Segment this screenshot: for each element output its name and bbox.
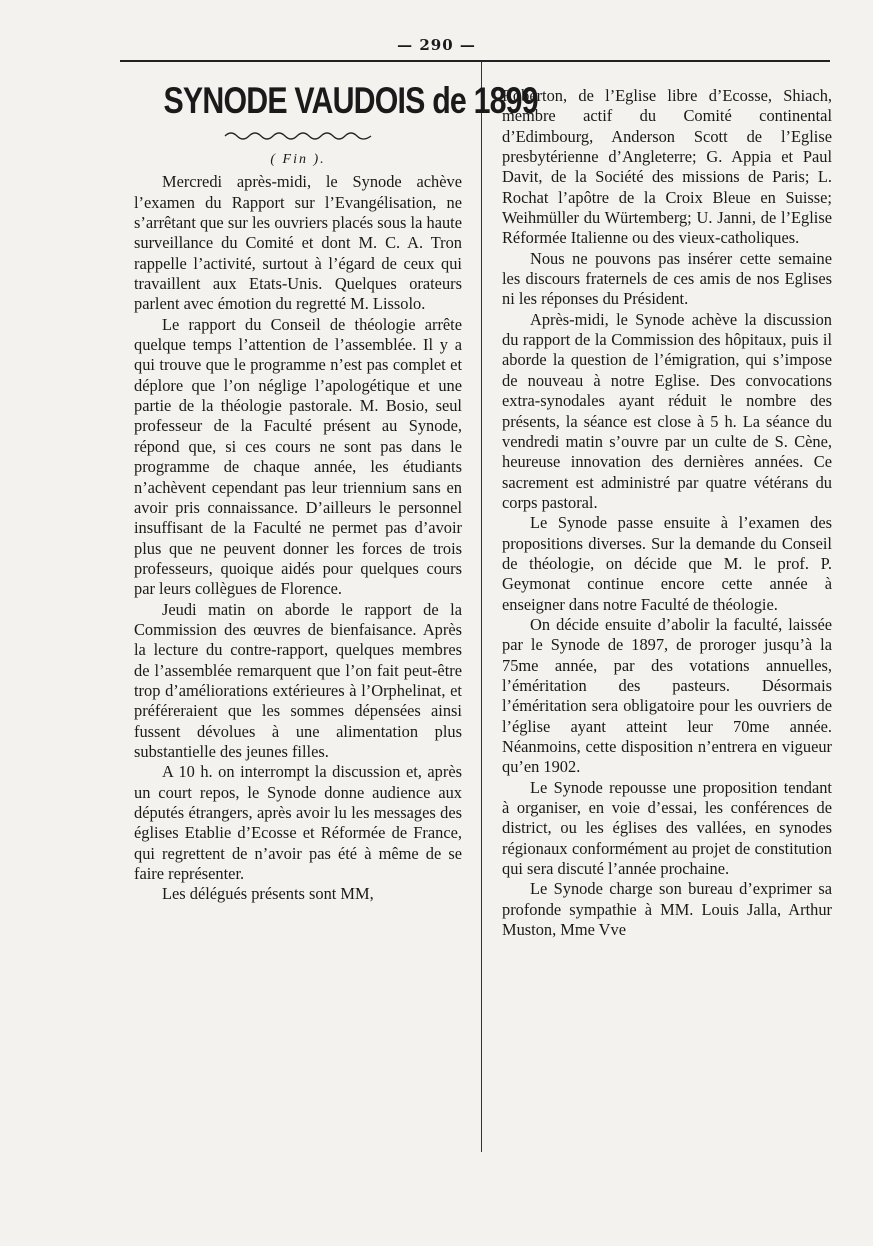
- paragraph: Mercredi après-midi, le Synode achève l’examen du Rapport sur l’Evangélisation, ne s’arrêtant que sur les ouvriers placés sous la haute surveillance du Comité et dont M. C. A. Tron rappelle l’activité, surtout à l’égard de ceux qui travaillent aux Etats-Unis. Quelques orateurs parlent avec émotion du regretté M. Lissolo.: [134, 172, 462, 314]
- paragraph: Roberton, de l’Eglise libre d’Ecosse, Shiach, membre actif du Comité continental d’Edimbourg, Anderson Scott de l’Eglise presbytérienne d’Angleterre; G. Appia et Paul Davit, de la Société des missions de Paris; L. Rochat l’apôtre de la Croix Bleue en Suisse; Weihmüller du Würtemberg; U. Janni, de l’Eglise Réformée Italienne ou des vieux-catholiques.: [502, 86, 832, 248]
- paragraph: Les délégués présents sont MM,: [162, 884, 374, 904]
- article-subtitle: ( Fin ).: [270, 152, 326, 167]
- left-column: [134, 64, 538, 905]
- page-number: — 290 —: [397, 36, 476, 54]
- paragraph: Le Synode repousse une proposition tendant à organiser, en voie d’essai, les conférences de district, ou les églises des vallées, en synodes régionaux conformément au projet de constitution qui sera discuté l’année prochaine.: [502, 777, 832, 879]
- paragraph: Jeudi matin on aborde le rapport de la Commission des œuvres de bienfaisance. Après la lecture du contre-rapport, quelques membres de l’assemblée remarquent que l’on fait peut-être trop d’améliorations extérieures à l’Orphelinat, et préféreraient que les sommes dépensées ainsi fussent dévolues à une alimentation plus substantielle des jeunes filles.: [134, 599, 462, 761]
- decorative-flourish: [223, 128, 373, 142]
- article-title: SYNODE VAUDOIS de 1899: [163, 80, 538, 121]
- paragraph: On décide ensuite d’abolir la faculté, laissée par le Synode de 1897, de proroger jusqu’à la 75me année, par des votations annuelles, l’éméritation des pasteurs. Désormais l’éméritation sera obligatoire pour les ouvriers de l’église ayant atteint leur 70me année. Néanmoins, cette disposition n’entrera en vigueur qu’en 1902.: [502, 614, 832, 777]
- paragraph: A 10 h. on interrompt la discussion et, après un court repos, le Synode donne audience aux députés étrangers, après avoir lu les messages des églises Etablie d’Ecosse et Réformée de France, qui regrettent de n’avoir pas été à même de se faire représenter.: [134, 762, 462, 884]
- header-rule: [120, 60, 830, 62]
- paragraph: Après-midi, le Synode achève la discussion du rapport de la Commission des hôpitaux, puis il aborde la question de l’émigration, qui s’impose de nouveau à notre Eglise. Des convocations extra-synodales ayant réduit le nombre des présents, la séance est close à 5 h. La séance du vendredi matin s’ouvre par un culte de S. Cène, heureuse innovation des dernières années. Ce sacrement est administré par quatre vétérans du corps pastoral.: [502, 309, 832, 512]
- right-column: [502, 86, 832, 940]
- paragraph: Nous ne pouvons pas insérer cette semaine les discours fraternels de ces amis de nos Eglises ni les réponses du Président.: [502, 248, 832, 309]
- paragraph: Le Synode charge son bureau d’exprimer sa profonde sympathie à MM. Louis Jalla, Arthur Muston, Mme Vve: [502, 879, 832, 940]
- paragraph: Le Synode passe ensuite à l’examen des propositions diverses. Sur la demande du Conseil de théologie, on décide que M. le prof. P. Geymonat continue encore cette année à enseigner dans notre Faculté de théologie.: [502, 513, 832, 614]
- column-divider: [481, 62, 482, 1152]
- paragraph: Le rapport du Conseil de théologie arrête quelque temps l’attention de l’assemblée. Il y a qui trouve que le programme n’est pas complet et déplore que l’on néglige l’apologétique et une partie de la théologie pastorale. M. Bosio, seul professeur de la Faculté présent au Synode, répond que, si ces cours ne sont pas dans le programme de chaque année, les étudiants n’achèvent cependant pas leur triennium sans en avoir pris connaissance. D’ailleurs le personnel insuffisant de la Faculté ne permet pas d’avoir plus que ne peuvent donner les forces de trois professeurs, quoique aidés pour quelques cours par leurs collègues de Florence.: [134, 314, 462, 599]
